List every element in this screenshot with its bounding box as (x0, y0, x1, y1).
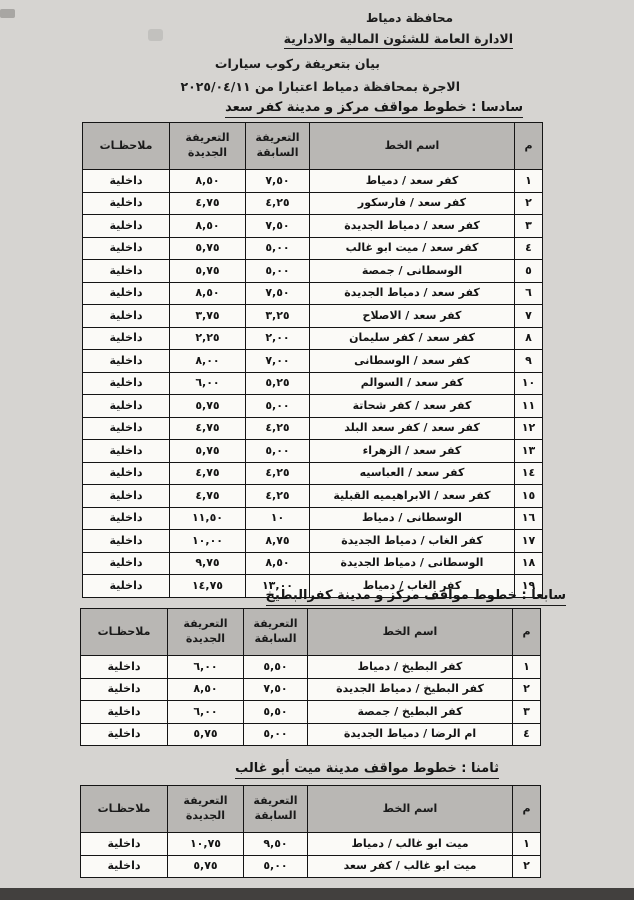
table-row (81, 833, 541, 856)
cell-line: ميت ابو غالب / دمياط (308, 833, 513, 856)
table-row (83, 417, 543, 440)
cell-no: ٤ (515, 237, 543, 260)
cell-line: كفر الغاب / دمياط (310, 575, 515, 598)
cell-new: ٤,٧٥ (170, 417, 246, 440)
cell-prev: ٨,٧٥ (246, 530, 310, 553)
prev-tariff-word2: السابقة (256, 146, 299, 159)
cell-line: كفر سعد / الوسطانى (310, 350, 515, 373)
cell-new: ٩,٧٥ (170, 552, 246, 575)
prev-tariff-word2: السابقة (254, 632, 297, 645)
cell-notes: داخلية (81, 723, 168, 746)
prev-tariff-word1: التعريفة (253, 794, 298, 808)
prev-tariff-word1: التعريفة (255, 131, 300, 145)
column-header-prev-tariff (244, 609, 308, 656)
column-header-new-tariff (170, 123, 246, 170)
cell-no: ١٤ (515, 462, 543, 485)
cell-notes: داخلية (83, 507, 170, 530)
section-title-mit-abu-ghalib: ثامنا : خطوط مواقف مدينة ميت أبو غالب (235, 761, 499, 779)
column-header-line-name: اسم الخط (308, 786, 513, 833)
cell-notes: داخلية (81, 833, 168, 856)
cell-prev: ٤,٢٥ (246, 485, 310, 508)
table-row (83, 485, 543, 508)
cell-new: ٣,٧٥ (170, 305, 246, 328)
cell-new: ١١,٥٠ (170, 507, 246, 530)
cell-new: ٥,٧٥ (170, 237, 246, 260)
table-row (83, 192, 543, 215)
column-header-prev-tariff (246, 123, 310, 170)
cell-notes: داخلية (83, 305, 170, 328)
cell-prev: ٧,٥٠ (244, 678, 308, 701)
new-tariff-word1: التعريفة (183, 794, 228, 808)
cell-no: ٢ (513, 855, 541, 878)
column-header-index: م (513, 786, 541, 833)
cell-notes: داخلية (81, 855, 168, 878)
cell-notes: داخلية (83, 395, 170, 418)
cell-notes: داخلية (83, 462, 170, 485)
cell-notes: داخلية (83, 530, 170, 553)
cell-line: كفر سعد / الابراهيميه القبلية (310, 485, 515, 508)
scanner-edge-bar (0, 888, 634, 900)
new-tariff-word2: الجديدة (187, 146, 228, 159)
table-row (81, 723, 541, 746)
cell-line: كفر البطيخ / دمياط الجديدة (308, 678, 513, 701)
table-header (81, 786, 541, 833)
prev-tariff-word1: التعريفة (253, 617, 298, 631)
table-header (81, 609, 541, 656)
cell-prev: ٥,٢٥ (246, 372, 310, 395)
cell-prev: ٥,٠٠ (244, 855, 308, 878)
cell-no: ٦ (515, 282, 543, 305)
cell-line: كفر سعد / دمياط الجديدة (310, 215, 515, 238)
cell-new: ٨,٥٠ (170, 282, 246, 305)
cell-notes: داخلية (83, 327, 170, 350)
cell-no: ٩ (515, 350, 543, 373)
tariff-table-kafr-elbatikh (80, 608, 541, 746)
column-header-index: م (515, 123, 543, 170)
cell-new: ٨,٠٠ (170, 350, 246, 373)
cell-no: ٧ (515, 305, 543, 328)
scan-artifact (0, 9, 15, 18)
cell-prev: ٩,٥٠ (244, 833, 308, 856)
cell-notes: داخلية (83, 215, 170, 238)
cell-prev: ٥,٠٠ (246, 237, 310, 260)
cell-prev: ١٣,٠٠ (246, 575, 310, 598)
cell-new: ٤,٧٥ (170, 485, 246, 508)
cell-notes: داخلية (83, 260, 170, 283)
cell-prev: ٢,٠٠ (246, 327, 310, 350)
cell-prev: ٤,٢٥ (246, 192, 310, 215)
cell-no: ١٩ (515, 575, 543, 598)
cell-prev: ٥,٠٠ (246, 260, 310, 283)
cell-notes: داخلية (83, 552, 170, 575)
cell-line: كفر سعد / ميت ابو غالب (310, 237, 515, 260)
cell-notes: داخلية (83, 372, 170, 395)
cell-prev: ٤,٢٥ (246, 462, 310, 485)
new-tariff-word2: الجديدة (185, 809, 226, 822)
cell-line: كفر سعد / دمياط الجديدة (310, 282, 515, 305)
cell-new: ٨,٥٠ (168, 678, 244, 701)
table-row (83, 215, 543, 238)
cell-line: كفر الغاب / دمياط الجديدة (310, 530, 515, 553)
cell-line: كفر سعد / فارسكور (310, 192, 515, 215)
cell-prev: ٨,٥٠ (246, 552, 310, 575)
column-header-new-tariff (168, 786, 244, 833)
cell-new: ٢,٢٥ (170, 327, 246, 350)
cell-line: كفر سعد / كفر سعد البلد (310, 417, 515, 440)
cell-new: ٦,٠٠ (170, 372, 246, 395)
cell-new: ٦,٠٠ (168, 656, 244, 679)
cell-line: كفر سعد / العباسيه (310, 462, 515, 485)
table-row (83, 327, 543, 350)
cell-notes: داخلية (83, 440, 170, 463)
cell-no: ٤ (513, 723, 541, 746)
cell-prev: ٥,٠٠ (246, 440, 310, 463)
cell-prev: ٧,٥٠ (246, 282, 310, 305)
cell-prev: ٧,٥٠ (246, 170, 310, 193)
column-header-notes: ملاحظـات (81, 609, 168, 656)
cell-new: ٦,٠٠ (168, 701, 244, 724)
cell-new: ٥,٧٥ (170, 260, 246, 283)
table-row (83, 350, 543, 373)
cell-notes: داخلية (83, 170, 170, 193)
table-body (81, 656, 541, 746)
table-row (81, 678, 541, 701)
cell-notes: داخلية (83, 237, 170, 260)
cell-line: الوسطانى / دمياط (310, 507, 515, 530)
cell-prev: ١٠ (246, 507, 310, 530)
cell-no: ١ (515, 170, 543, 193)
cell-notes: داخلية (83, 417, 170, 440)
prev-tariff-word2: السابقة (254, 809, 297, 822)
cell-no: ٨ (515, 327, 543, 350)
new-tariff-word1: التعريفة (185, 131, 230, 145)
cell-prev: ٥,٠٠ (244, 723, 308, 746)
cell-new: ٨,٥٠ (170, 170, 246, 193)
table-body (83, 170, 543, 598)
table-row (83, 395, 543, 418)
cell-prev: ٧,٥٠ (246, 215, 310, 238)
cell-no: ١ (513, 833, 541, 856)
table-row (81, 701, 541, 724)
cell-new: ١٤,٧٥ (170, 575, 246, 598)
statement-title: بيان بتعريفة ركوب سيارات (214, 56, 380, 71)
cell-no: ١٣ (515, 440, 543, 463)
cell-no: ١ (513, 656, 541, 679)
cell-prev: ٧,٠٠ (246, 350, 310, 373)
cell-line: ميت ابو غالب / كفر سعد (308, 855, 513, 878)
effective-date-line: الاجرة بمحافظة دمياط اعتبارا من ٢٠٢٥/٠٤/١١ (180, 79, 460, 94)
cell-line: ام الرضا / دمياط الجديدة (308, 723, 513, 746)
table-row (81, 855, 541, 878)
table-row (83, 305, 543, 328)
cell-notes: داخلية (81, 656, 168, 679)
column-header-line-name: اسم الخط (310, 123, 515, 170)
column-header-prev-tariff (244, 786, 308, 833)
table-row (81, 656, 541, 679)
cell-notes: داخلية (83, 350, 170, 373)
section-title-kafr-saad: سادسا : خطوط مواقف مركز و مدينة كفر سعد (225, 100, 523, 118)
cell-no: ١١ (515, 395, 543, 418)
new-tariff-word2: الجديدة (185, 632, 226, 645)
cell-line: كفر البطيخ / جمصة (308, 701, 513, 724)
table-row (83, 260, 543, 283)
table-header (83, 123, 543, 170)
column-header-line-name: اسم الخط (308, 609, 513, 656)
cell-prev: ٥,٥٠ (244, 656, 308, 679)
scan-artifact (148, 29, 163, 41)
column-header-notes: ملاحظـات (83, 123, 170, 170)
table-row (83, 462, 543, 485)
administration-title: الادارة العامة للشئون المالية والادارية (284, 31, 513, 49)
cell-notes: داخلية (83, 282, 170, 305)
section-title-kafr-elbatikh: سابعا : خطوط مواقف مركز و مدينة كفرالبطيخ (266, 588, 566, 606)
cell-prev: ٥,٠٠ (246, 395, 310, 418)
cell-line: كفر سعد / الزهراء (310, 440, 515, 463)
cell-no: ٣ (513, 701, 541, 724)
cell-new: ٨,٥٠ (170, 215, 246, 238)
column-header-notes: ملاحظـات (81, 786, 168, 833)
cell-notes: داخلية (81, 701, 168, 724)
table-row (83, 372, 543, 395)
cell-no: ١٧ (515, 530, 543, 553)
cell-new: ٥,٧٥ (170, 440, 246, 463)
cell-line: كفر البطيخ / دمياط (308, 656, 513, 679)
cell-line: كفر سعد / السوالم (310, 372, 515, 395)
table-row (83, 552, 543, 575)
table-row (83, 530, 543, 553)
cell-no: ١٥ (515, 485, 543, 508)
cell-new: ٥,٧٥ (168, 723, 244, 746)
cell-no: ٢ (513, 678, 541, 701)
cell-notes: داخلية (81, 678, 168, 701)
cell-new: ٤,٧٥ (170, 192, 246, 215)
cell-prev: ٤,٢٥ (246, 417, 310, 440)
table-row (83, 507, 543, 530)
governorate-title: محافظة دمياط (365, 11, 453, 25)
cell-no: ١٦ (515, 507, 543, 530)
cell-line: الوسطانى / دمياط الجديدة (310, 552, 515, 575)
cell-notes: داخلية (83, 575, 170, 598)
table-row (83, 282, 543, 305)
cell-new: ١٠,٧٥ (168, 833, 244, 856)
cell-no: ١٢ (515, 417, 543, 440)
table-row (83, 237, 543, 260)
table-body (81, 833, 541, 878)
cell-line: كفر سعد / دمياط (310, 170, 515, 193)
cell-new: ١٠,٠٠ (170, 530, 246, 553)
cell-no: ٢ (515, 192, 543, 215)
tariff-table-mit-abu-ghalib (80, 785, 541, 878)
cell-no: ٣ (515, 215, 543, 238)
cell-notes: داخلية (83, 192, 170, 215)
cell-notes: داخلية (83, 485, 170, 508)
cell-new: ٥,٧٥ (170, 395, 246, 418)
cell-no: ١٨ (515, 552, 543, 575)
column-header-new-tariff (168, 609, 244, 656)
cell-prev: ٣,٢٥ (246, 305, 310, 328)
cell-line: كفر سعد / كفر سليمان (310, 327, 515, 350)
cell-no: ٥ (515, 260, 543, 283)
cell-no: ١٠ (515, 372, 543, 395)
cell-line: كفر سعد / الاصلاح (310, 305, 515, 328)
cell-new: ٥,٧٥ (168, 855, 244, 878)
column-header-index: م (513, 609, 541, 656)
cell-line: الوسطانى / جمصة (310, 260, 515, 283)
table-row (83, 440, 543, 463)
new-tariff-word1: التعريفة (183, 617, 228, 631)
cell-prev: ٥,٥٠ (244, 701, 308, 724)
cell-new: ٤,٧٥ (170, 462, 246, 485)
tariff-table-kafr-saad (82, 122, 543, 598)
table-row (83, 170, 543, 193)
cell-line: كفر سعد / كفر شحاتة (310, 395, 515, 418)
